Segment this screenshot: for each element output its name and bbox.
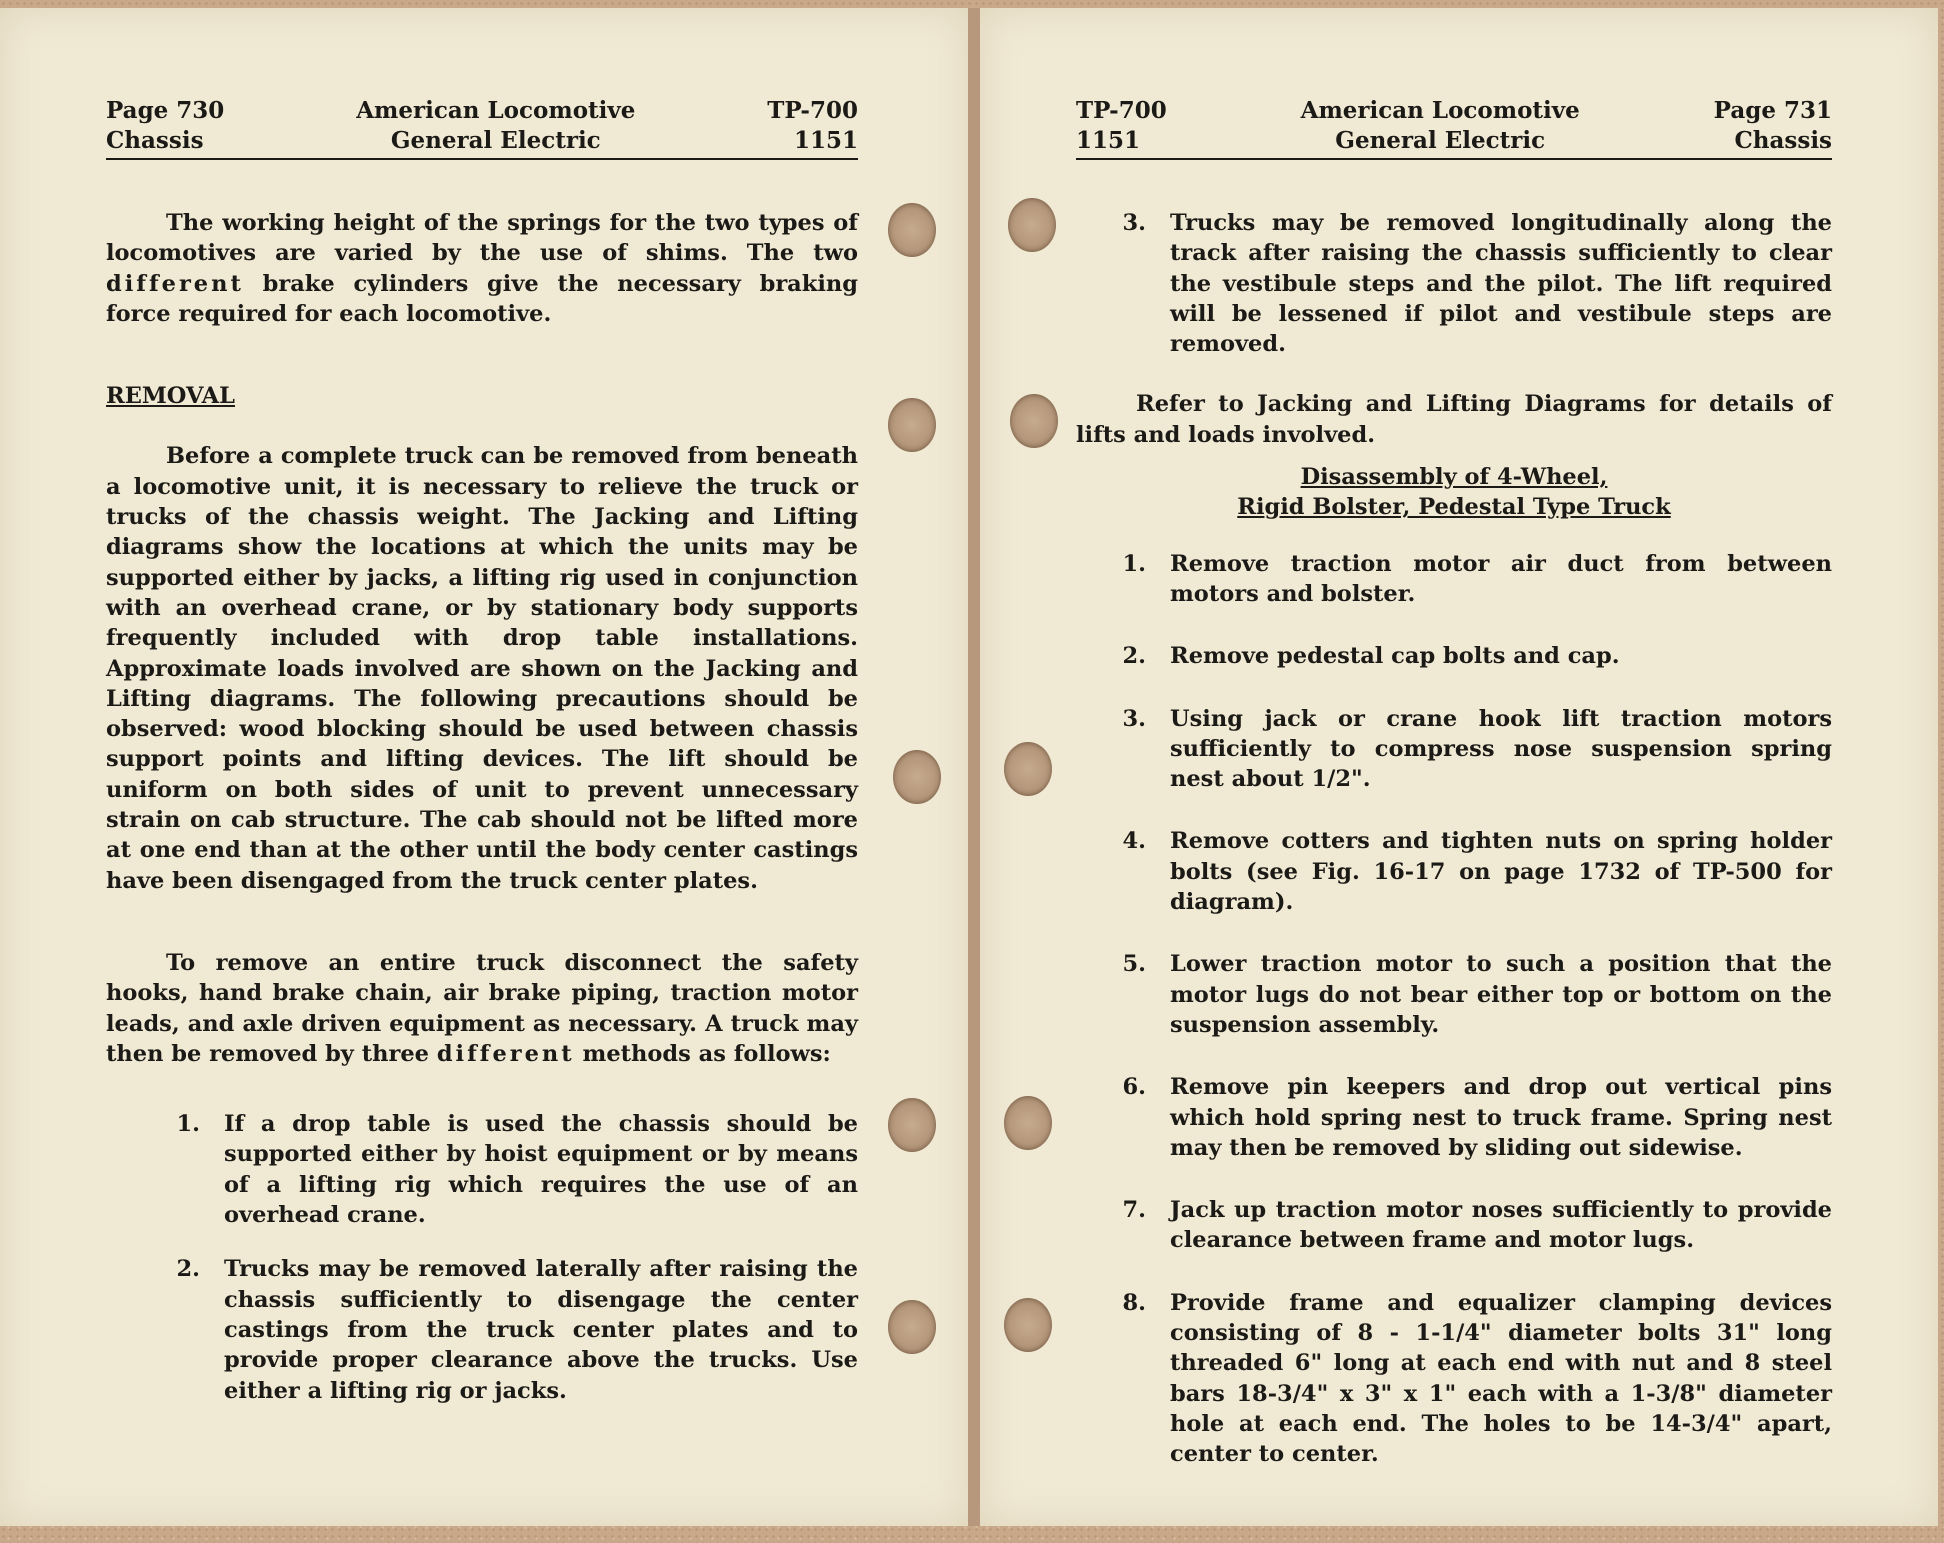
list-item-text: If a drop table is used the chassis should be supported either by hoist equipment or by means of a lifting rig which requires the use of an overhead crane. — [224, 1111, 858, 1229]
list-item-number: 4. — [1122, 828, 1146, 855]
list-item-number: 3. — [1122, 210, 1146, 236]
book-gutter — [968, 8, 980, 1526]
list-item-text: Remove pedestal cap bolts and cap. — [1170, 643, 1620, 670]
binder-hole — [1004, 742, 1052, 796]
removal-heading: REMOVAL — [106, 383, 235, 410]
header-left-col — [1076, 96, 1167, 156]
list-item — [1120, 1195, 1832, 1256]
page-number: Page 730 — [106, 97, 225, 124]
binder-hole — [1004, 1298, 1052, 1352]
list-item-number: 2. — [176, 1256, 200, 1283]
list-item-number: 6. — [1122, 1074, 1146, 1101]
list-item — [1120, 641, 1832, 671]
disassembly-heading-line1: Disassembly of 4-Wheel, — [1300, 464, 1608, 491]
disassembly-heading-line2: Rigid Bolster, Pedestal Type Truck — [1237, 494, 1671, 521]
right-page — [980, 8, 1938, 1526]
list-item — [1120, 826, 1832, 917]
list-item-number: 1. — [1122, 550, 1146, 577]
doc-number: 1151 — [1076, 127, 1141, 154]
binder-hole — [888, 398, 936, 452]
list-item-number: 2. — [1122, 643, 1146, 670]
header-right-col — [767, 96, 858, 156]
section-title: Chassis — [106, 127, 204, 154]
list-item — [1120, 704, 1832, 795]
disassembly-steps — [1076, 549, 1832, 1470]
header-center-col — [356, 96, 635, 156]
binder-hole — [893, 750, 941, 804]
list-item-number: 3. — [1122, 705, 1146, 732]
binder-hole — [888, 1300, 936, 1354]
right-page-header — [1076, 96, 1832, 160]
list-item — [1120, 208, 1832, 359]
doc-id: TP-700 — [1076, 97, 1167, 124]
binder-hole — [1008, 198, 1056, 252]
left-page-body — [106, 208, 858, 1430]
binder-hole — [1004, 1096, 1052, 1150]
left-page — [0, 8, 968, 1526]
right-page-body — [1076, 208, 1832, 1470]
list-item-number: 5. — [1122, 951, 1146, 978]
list-item-text: Trucks may be removed longitudinally along the track after raising the chassis sufficiently to clear the vestibule steps and the pilot. The lift required will be lessened if pilot and vestibule steps are removed. — [1170, 210, 1832, 358]
list-item-text: Using jack or crane hook lift traction motors sufficiently to compress nose suspension spring nest about 1/2". — [1170, 705, 1832, 793]
list-item-number: 1. — [176, 1111, 200, 1138]
list-item — [166, 1109, 858, 1230]
publisher-line2: General Electric — [390, 127, 601, 154]
left-page-header — [106, 96, 858, 160]
list-item-text: Lower traction motor to such a position that the motor lugs do not bear either top or bottom on the suspension assembly. — [1170, 951, 1832, 1038]
list-item-number: 8. — [1122, 1289, 1146, 1316]
removal-paragraph: Before a complete truck can be removed from beneath a locomotive unit, it is necessary to relieve the truck or trucks of the chassis weight. The Jacking and Lifting diagrams show the locations at which the units may be supported either by jacks, a lifting rig used in conjunction with an overhead crane, or by stationary body supports frequently included with drop table installations. Approximate loads involved are shown on the Jacking and Lifting diagrams. The following precautions should be observed: wood blocking should be used between chassis support points and lifting devices. The lift should be uniform on both sides of unit to prevent unnecessary strain on cab structure. The cab should not be lifted more at one end than at the other until the body center castings have been disengaged from the truck center plates. — [106, 443, 858, 894]
list-item-text: Provide frame and equalizer clamping devices consisting of 8 - 1-1/4" diameter bolts 31" long threaded 6" long at each end with nut and 8 steel bars 18-3/4" x 3" x 1" each with a 1-3/8" diameter hole at each end. The holes to be 14-3/4" apart, center to center. — [1170, 1289, 1832, 1468]
binder-hole — [888, 203, 936, 257]
header-right-col — [1714, 96, 1832, 156]
disassembly-heading — [1076, 462, 1832, 523]
list-item-number: 7. — [1122, 1197, 1146, 1224]
list-item — [1120, 1072, 1832, 1163]
list-item-text: Remove cotters and tighten nuts on spring holder bolts (see Fig. 16-17 on page 1732 of TP-500 for diagram). — [1170, 828, 1832, 916]
method-spaced-word: different — [436, 1040, 575, 1067]
method-paragraph — [106, 948, 858, 1069]
doc-id: TP-700 — [767, 97, 858, 124]
list-item-text: Trucks may be removed laterally after raising the chassis sufficiently to disengage the center castings from the truck center plates and to provide proper clearance above the trucks. Use either a lifting rig or jacks. — [224, 1256, 858, 1404]
doc-number: 1151 — [793, 127, 858, 154]
intro-spaced-word: different — [106, 270, 244, 297]
list-item — [1120, 1288, 1832, 1470]
list-item-text: Remove pin keepers and drop out vertical pins which hold spring nest to truck frame. Spring nest may then be removed by sliding out sidewise. — [1170, 1074, 1832, 1161]
method-text-a: To remove an entire truck disconnect the safety hooks, hand brake chain, air brake piping, traction motor leads, and axle driven equipment as necessary. A truck may then be removed by three — [106, 949, 858, 1067]
header-center-col — [1301, 96, 1580, 156]
publisher-line1: American Locomotive — [1300, 97, 1580, 124]
binder-hole — [888, 1098, 936, 1152]
binder-hole — [1010, 394, 1058, 448]
list-item-text: Jack up traction motor noses sufficiently to provide clearance between frame and motor lugs. — [1170, 1197, 1832, 1254]
refer-paragraph: Refer to Jacking and Lifting Diagrams for details of lifts and loads involved. — [1076, 391, 1832, 448]
list-item — [166, 1254, 858, 1405]
section-title: Chassis — [1734, 127, 1832, 154]
intro-paragraph — [106, 208, 858, 329]
list-item — [1120, 949, 1832, 1040]
publisher-line1: American Locomotive — [356, 97, 636, 124]
page-number: Page 731 — [1713, 97, 1832, 124]
method-text-b: methods as follows: — [582, 1040, 831, 1067]
list-item-text: Remove traction motor air duct from between motors and bolster. — [1170, 550, 1832, 607]
header-left-col — [106, 96, 224, 156]
publisher-line2: General Electric — [1335, 127, 1546, 154]
intro-text-a: The working height of the springs for the two types of locomotives are varied by the use of shims. The two — [106, 210, 858, 267]
intro-text-b: brake cylinders give the necessary braking force required for each locomotive. — [106, 270, 858, 327]
list-item — [1120, 549, 1832, 610]
